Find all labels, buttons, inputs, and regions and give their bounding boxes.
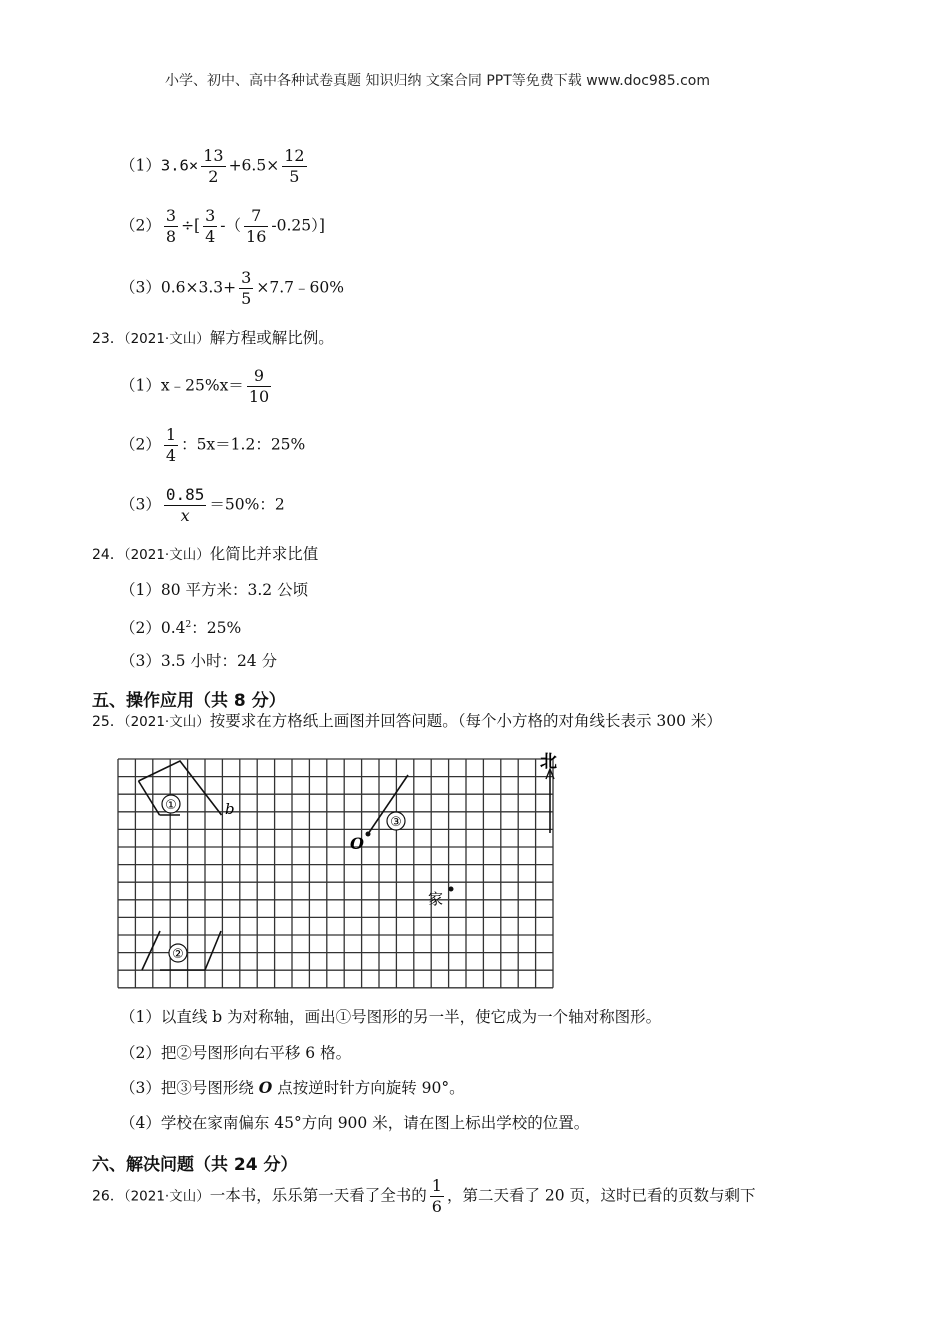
q22-item-3: （3）0.6×3.3+ $\frac{3}{5}$ ×7.7﹣60% <box>120 268 344 308</box>
figure-2-right-edge <box>205 931 221 970</box>
q25-item-1: （1）以直线 b 为对称轴，画出①号图形的另一半，使它成为一个轴对称图形。 <box>120 1008 662 1026</box>
q24-item-2: $(2)0.4^2$：25% <box>120 619 242 638</box>
q22-item-2: （2） $\frac{3}{8}$ ÷[ $\frac{3}{4}$ -（ $\frac{7}{16}$ -0.25）] <box>120 206 325 246</box>
north-label: 北 <box>540 752 557 772</box>
section-5-title: 五、操作应用（共 8 分） <box>92 691 286 711</box>
point-o <box>366 832 371 837</box>
line-b-label: b <box>225 800 235 818</box>
figure-2-left-edge <box>142 931 160 970</box>
q22-item-1: （1）3.6× $\frac{13}{2}$ +6.5× $\frac{12}{5}$ <box>120 146 305 186</box>
q23-item-3: （3） $\frac{0.85}{x}$ ＝50%：2 <box>120 485 285 525</box>
home-label: 家 <box>428 890 444 908</box>
home-point <box>449 887 454 892</box>
q25-title: 25．（2021·文山）按要求在方格纸上画图并回答问题。（每个小方格的对角线长表示 300 米） <box>92 712 722 730</box>
figure-1-label: ① <box>165 798 177 813</box>
page-header: 小学、初中、高中各种试卷真题 知识归纳 文案合同 PPT等免费下载 www.doc985.com <box>165 73 710 89</box>
q24-title: 24．（2021·文山）化简比并求比值 <box>92 545 319 563</box>
q25-item-2: （2）把②号图形向右平移 6 格。 <box>120 1044 352 1062</box>
q23-item-1: （1）x﹣25%x＝ $\frac{9}{10}$ <box>120 366 270 406</box>
q26-text: 26．（2021·文山）一本书，乐乐第一天看了全书的 $\frac{1}{6}$ ，第二天看了 20 页，这时已看的页数与剩下 <box>92 1176 756 1216</box>
q23-item-2: （2） $\frac{1}{4}$ ：5x＝1.2：25% <box>120 425 306 465</box>
q25-item-3: （3）把③号图形绕 O 点按逆时针方向旋转 90°。 <box>120 1078 465 1097</box>
figure-3-label: ③ <box>390 815 402 830</box>
q25-item-4: （4）学校在家南偏东 45°方向 900 米，请在图上标出学校的位置。 <box>120 1114 590 1132</box>
q24-item-1: （1）80 平方米：3.2 公顷 <box>120 581 309 599</box>
figure-1-edge <box>139 781 160 815</box>
section-6-title: 六、解决问题（共 24 分） <box>92 1155 298 1175</box>
q24-item-3: （3）3.5 小时：24 分 <box>120 652 278 670</box>
q23-title: 23．（2021·文山）解方程或解比例。 <box>92 329 334 347</box>
point-o-label: O <box>350 834 364 853</box>
figure-2-label: ② <box>172 947 184 962</box>
grid-figure <box>110 745 580 995</box>
